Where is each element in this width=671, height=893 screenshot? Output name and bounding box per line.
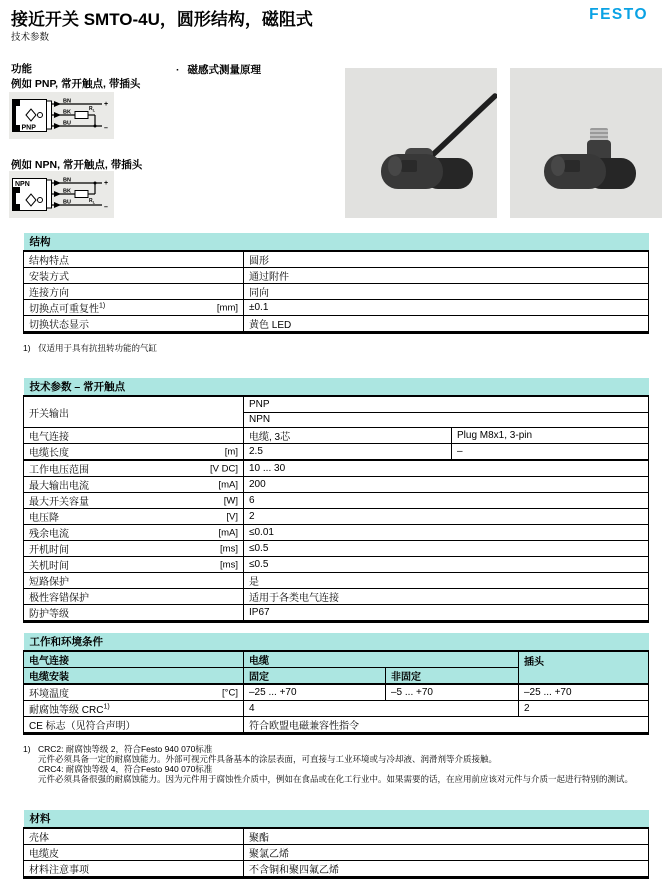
cell-value: 不含铜和聚四氟乙烯 <box>244 861 649 878</box>
unit-label: [mA] <box>218 527 238 538</box>
footnote-line: CRC2: 耐腐蚀等级 2，符合Festo 940 070标准 <box>38 744 213 754</box>
cell-label: 电缆安装 <box>24 668 244 685</box>
cell-value: ≤0.01 <box>244 525 649 541</box>
pnp-caption: 例如 PNP, 常开触点, 带插头 <box>11 78 141 90</box>
pnp-circuit-svg <box>9 92 114 139</box>
wire-label-bk: BK <box>63 109 71 116</box>
table-title: 技术参数 – 常开触点 <box>24 378 649 396</box>
cell-value: 聚酯 <box>244 828 649 845</box>
pnp-label: PNP <box>21 124 36 132</box>
cell-value: NPN <box>244 412 649 428</box>
sensor-with-cable-illustration <box>345 68 497 218</box>
cell-label: 切换点可重复性$^{1)}$ [mm] <box>24 300 244 316</box>
footnote-line: 元件必须具备很强的耐腐蚀能力。因为元件用于腐蚀性介质中，例如在食品或在化工行业中。如果需要的话，在应用前应该对元件与介质一起进行特别的测试。 <box>38 774 634 784</box>
cell-label: 电气连接 <box>24 651 244 668</box>
cell-value: 圆形 <box>244 251 649 268</box>
cell-label: 电缆长度 [m] <box>24 444 244 461</box>
npn-caption: 例如 NPN, 常开触点, 带插头 <box>11 159 143 171</box>
cell-label: 环境温度 [°C] <box>24 684 244 701</box>
cell-value: 2 <box>244 509 649 525</box>
cell-value: 是 <box>244 573 649 589</box>
cell-value: 聚氯乙烯 <box>244 845 649 861</box>
structure-footnote <box>23 343 653 353</box>
cell-label: 电缆皮 <box>24 845 244 861</box>
cell-value: –25 ... +70 <box>519 684 649 701</box>
material-table <box>23 810 649 879</box>
footnote-line: 元件必须具备一定的耐腐蚀能力。外部可视元件具备基本的涂层表面，可直接与工业环境或与冷却液、润滑剂等介质接触。 <box>38 754 498 764</box>
cell-value: PNP <box>244 396 649 412</box>
environment-footnote <box>23 744 653 784</box>
cell-label: 最大输出电流 [mA] <box>24 477 244 493</box>
unit-label: [°C] <box>222 687 238 698</box>
plus-terminal: + <box>104 180 109 187</box>
cell-value: ±0.1 <box>244 300 649 316</box>
table-title: 结构 <box>24 233 649 251</box>
cell-label: 材料注意事项 <box>24 861 244 878</box>
npn-circuit-svg <box>9 171 114 218</box>
pnp-circuit-diagram <box>9 92 114 139</box>
cell-value: – <box>452 444 649 461</box>
table-title: 材料 <box>24 810 649 828</box>
cell-label: 关机时间 [ms] <box>24 557 244 573</box>
cell-value: 200 <box>244 477 649 493</box>
cell-value: 电缆, 3芯 <box>244 428 452 444</box>
npn-circuit-diagram <box>9 171 114 218</box>
cell-value: 符合欧盟电磁兼容性指令 <box>244 717 649 734</box>
npn-label: NPN <box>15 181 30 188</box>
page-title: 接近开关 SMTO-4U，圆形结构，磁阻式 <box>11 10 313 29</box>
cell-value: ≤0.5 <box>244 557 649 573</box>
cell-label: 极性容错保护 <box>24 589 244 605</box>
cell-value: 通过附件 <box>244 268 649 284</box>
cell-label: 壳体 <box>24 828 244 845</box>
cell-value: ≤0.5 <box>244 541 649 557</box>
wire-label-bu: BU <box>63 199 71 206</box>
unit-label: [V] <box>226 511 238 522</box>
minus-terminal: – <box>104 204 108 211</box>
structure-table <box>23 233 649 334</box>
cell-value: 6 <box>244 493 649 509</box>
cell-label: CE 标志（见符合声明） <box>24 717 244 734</box>
sensor-with-plug-illustration <box>510 68 662 218</box>
footnote-text <box>38 744 633 784</box>
function-bullet <box>176 62 261 77</box>
unit-label: [W] <box>223 495 238 506</box>
festo-logo: FESTO <box>589 6 648 23</box>
table-title: 工作和环境条件 <box>24 633 649 651</box>
cell-value: 2.5 <box>244 444 452 461</box>
cell-value: 10 ... 30 <box>244 460 649 477</box>
unit-label: [mA] <box>218 479 238 490</box>
product-photo-plug-version <box>510 68 662 218</box>
cell-value: Plug M8x1, 3-pin <box>452 428 649 444</box>
bullet-text: 磁感式测量原理 <box>187 64 261 76</box>
load-label: $R_L$ <box>89 106 96 113</box>
bullet-icon: · <box>176 64 180 76</box>
cell-value: 适用于各类电气连接 <box>244 589 649 605</box>
wire-label-bn: BN <box>63 177 71 184</box>
footnote-marker: 1) <box>23 744 31 754</box>
product-photo-cable-version <box>345 68 497 218</box>
function-heading: 功能 <box>11 63 32 75</box>
cell-label: 结构特点 <box>24 251 244 268</box>
cell-value: IP67 <box>244 605 649 622</box>
wire-label-bu: BU <box>63 120 71 127</box>
environment-table <box>23 633 649 735</box>
cell-label: 连接方向 <box>24 284 244 300</box>
plus-terminal: + <box>104 101 109 108</box>
cell-label: 防护等级 <box>24 605 244 622</box>
wire-label-bk: BK <box>63 188 71 195</box>
footnote-text: 仅适用于具有抗扭转功能的气缸 <box>38 343 158 353</box>
cell-label: 安装方式 <box>24 268 244 284</box>
cell-label: 开关输出 <box>24 396 244 428</box>
cell-value: 2 <box>519 701 649 717</box>
unit-label: [m] <box>224 446 238 457</box>
cell-header: 固定 <box>244 668 386 685</box>
cell-label: 短路保护 <box>24 573 244 589</box>
cell-value: –25 ... +70 <box>244 684 386 701</box>
cell-header: 插头 <box>519 651 649 684</box>
cell-label: 残余电流 [mA] <box>24 525 244 541</box>
cell-value: 同向 <box>244 284 649 300</box>
load-label: $R_L$ <box>89 198 96 205</box>
cell-label: 电气连接 <box>24 428 244 444</box>
unit-label: [ms] <box>220 543 238 554</box>
cell-label: 开机时间 [ms] <box>24 541 244 557</box>
wire-label-bn: BN <box>63 98 71 105</box>
cell-label: 耐腐蚀等级 CRC$^{1)}$ <box>24 701 244 717</box>
minus-terminal: – <box>104 125 108 132</box>
cell-label: 切换状态显示 <box>24 316 244 333</box>
cell-value: –5 ... +70 <box>386 684 519 701</box>
footnote-line: CRC4: 耐腐蚀等级 4，符合Festo 940 070标准 <box>38 764 213 774</box>
cell-value: 4 <box>244 701 519 717</box>
technical-data-table <box>23 378 649 623</box>
cell-label: 工作电压范围 [V DC] <box>24 460 244 477</box>
cell-header: 非固定 <box>386 668 519 685</box>
page-subtitle: 技术参数 <box>11 32 50 43</box>
cell-label: 最大开关容量 [W] <box>24 493 244 509</box>
unit-label: [mm] <box>216 302 238 313</box>
unit-label: [V DC] <box>210 463 238 474</box>
unit-label: [ms] <box>220 559 238 570</box>
cell-label: 电压降 [V] <box>24 509 244 525</box>
cell-value: 黄色 LED <box>244 316 649 333</box>
footnote-marker: 1) <box>23 343 31 353</box>
cell-header: 电缆 <box>244 651 519 668</box>
